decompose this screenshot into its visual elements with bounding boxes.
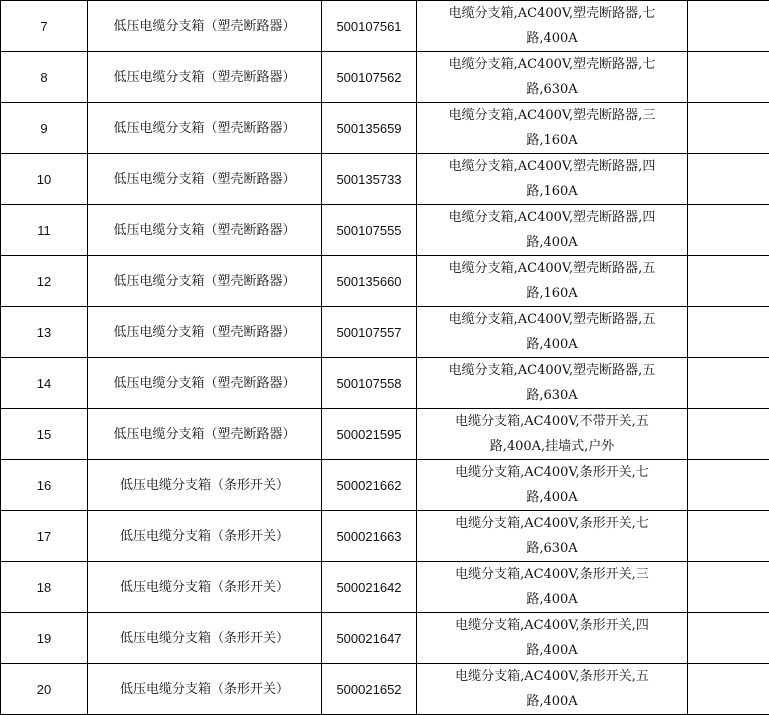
material-description-cell [417,1,688,52]
table-row [1,205,769,256]
row-number-cell: 12 [1,256,88,307]
material-code-cell: 500107562 [322,52,417,103]
description-line-1: 电缆分支箱,AC400V,塑壳断路器,七 [423,52,681,77]
material-description-cell [417,154,688,205]
empty-cell [688,358,769,409]
material-name-cell: 低压电缆分支箱（塑壳断路器） [88,154,322,205]
description-line-2: 路,400A [423,26,681,51]
description-line-2: 路,400A [423,638,681,663]
material-name-cell: 低压电缆分支箱（塑壳断路器） [88,307,322,358]
material-name-cell: 低压电缆分支箱（塑壳断路器） [88,358,322,409]
description-line-1: 电缆分支箱,AC400V,塑壳断路器,四 [423,154,681,179]
material-description-cell [417,664,688,715]
description-line-1: 电缆分支箱,AC400V,塑壳断路器,三 [423,103,681,128]
description-line-1: 电缆分支箱,AC400V,不带开关,五 [423,409,681,434]
material-description-cell [417,205,688,256]
description-line-2: 路,400A [423,587,681,612]
row-number-cell: 13 [1,307,88,358]
table-row [1,511,769,562]
material-description-cell [417,460,688,511]
empty-cell [688,562,769,613]
table-body [1,1,769,715]
material-code-cell: 500135659 [322,103,417,154]
material-name-cell: 低压电缆分支箱（塑壳断路器） [88,256,322,307]
material-description-cell [417,103,688,154]
material-name-cell: 低压电缆分支箱（条形开关） [88,664,322,715]
table-row [1,103,769,154]
description-line-1: 电缆分支箱,AC400V,塑壳断路器,五 [423,256,681,281]
row-number-cell: 20 [1,664,88,715]
material-code-cell: 500021642 [322,562,417,613]
empty-cell [688,460,769,511]
table-row [1,307,769,358]
material-name-cell: 低压电缆分支箱（塑壳断路器） [88,103,322,154]
table-row [1,664,769,715]
description-line-2: 路,400A [423,230,681,255]
description-line-2: 路,400A [423,689,681,714]
description-line-1: 电缆分支箱,AC400V,条形开关,四 [423,613,681,638]
table-row [1,358,769,409]
row-number-cell: 7 [1,1,88,52]
table-row [1,256,769,307]
empty-cell [688,307,769,358]
description-line-2: 路,160A [423,128,681,153]
description-line-2: 路,630A [423,383,681,408]
material-name-cell: 低压电缆分支箱（条形开关） [88,562,322,613]
material-description-cell [417,256,688,307]
description-line-1: 电缆分支箱,AC400V,条形开关,七 [423,460,681,485]
empty-cell [688,1,769,52]
material-code-cell: 500021652 [322,664,417,715]
material-code-cell: 500021663 [322,511,417,562]
material-name-cell: 低压电缆分支箱（塑壳断路器） [88,1,322,52]
row-number-cell: 18 [1,562,88,613]
material-name-cell: 低压电缆分支箱（塑壳断路器） [88,409,322,460]
description-line-2: 路,630A [423,536,681,561]
material-code-cell: 500107555 [322,205,417,256]
table-row [1,52,769,103]
description-line-1: 电缆分支箱,AC400V,塑壳断路器,四 [423,205,681,230]
empty-cell [688,154,769,205]
empty-cell [688,256,769,307]
empty-cell [688,511,769,562]
row-number-cell: 8 [1,52,88,103]
material-code-cell: 500021662 [322,460,417,511]
description-line-1: 电缆分支箱,AC400V,塑壳断路器,五 [423,307,681,332]
material-description-cell [417,511,688,562]
material-code-cell: 500135733 [322,154,417,205]
material-code-cell: 500107557 [322,307,417,358]
description-line-1: 电缆分支箱,AC400V,条形开关,五 [423,664,681,689]
material-description-cell [417,613,688,664]
material-description-cell [417,562,688,613]
material-description-cell [417,307,688,358]
table-row [1,154,769,205]
material-name-cell: 低压电缆分支箱（条形开关） [88,511,322,562]
material-description-cell [417,409,688,460]
description-line-2: 路,400A [423,485,681,510]
row-number-cell: 15 [1,409,88,460]
material-name-cell: 低压电缆分支箱（条形开关） [88,613,322,664]
row-number-cell: 9 [1,103,88,154]
row-number-cell: 16 [1,460,88,511]
material-description-cell [417,52,688,103]
description-line-2: 路,400A,挂墙式,户外 [423,434,681,459]
row-number-cell: 14 [1,358,88,409]
material-name-cell: 低压电缆分支箱（塑壳断路器） [88,205,322,256]
empty-cell [688,103,769,154]
empty-cell [688,205,769,256]
description-line-2: 路,630A [423,77,681,102]
description-line-1: 电缆分支箱,AC400V,条形开关,三 [423,562,681,587]
empty-cell [688,409,769,460]
table-row [1,562,769,613]
empty-cell [688,664,769,715]
material-name-cell: 低压电缆分支箱（塑壳断路器） [88,52,322,103]
material-code-cell: 500021647 [322,613,417,664]
material-code-cell: 500021595 [322,409,417,460]
description-line-1: 电缆分支箱,AC400V,条形开关,七 [423,511,681,536]
description-line-1: 电缆分支箱,AC400V,塑壳断路器,七 [423,1,681,26]
description-line-2: 路,400A [423,332,681,357]
row-number-cell: 11 [1,205,88,256]
row-number-cell: 10 [1,154,88,205]
description-line-2: 路,160A [423,179,681,204]
material-code-cell: 500135660 [322,256,417,307]
material-name-cell: 低压电缆分支箱（条形开关） [88,460,322,511]
table-row [1,1,769,52]
table-row [1,409,769,460]
row-number-cell: 19 [1,613,88,664]
description-line-2: 路,160A [423,281,681,306]
table-row [1,460,769,511]
empty-cell [688,52,769,103]
material-code-cell: 500107558 [322,358,417,409]
material-description-cell [417,358,688,409]
description-line-1: 电缆分支箱,AC400V,塑壳断路器,五 [423,358,681,383]
empty-cell [688,613,769,664]
material-code-cell: 500107561 [322,1,417,52]
row-number-cell: 17 [1,511,88,562]
table-row [1,613,769,664]
